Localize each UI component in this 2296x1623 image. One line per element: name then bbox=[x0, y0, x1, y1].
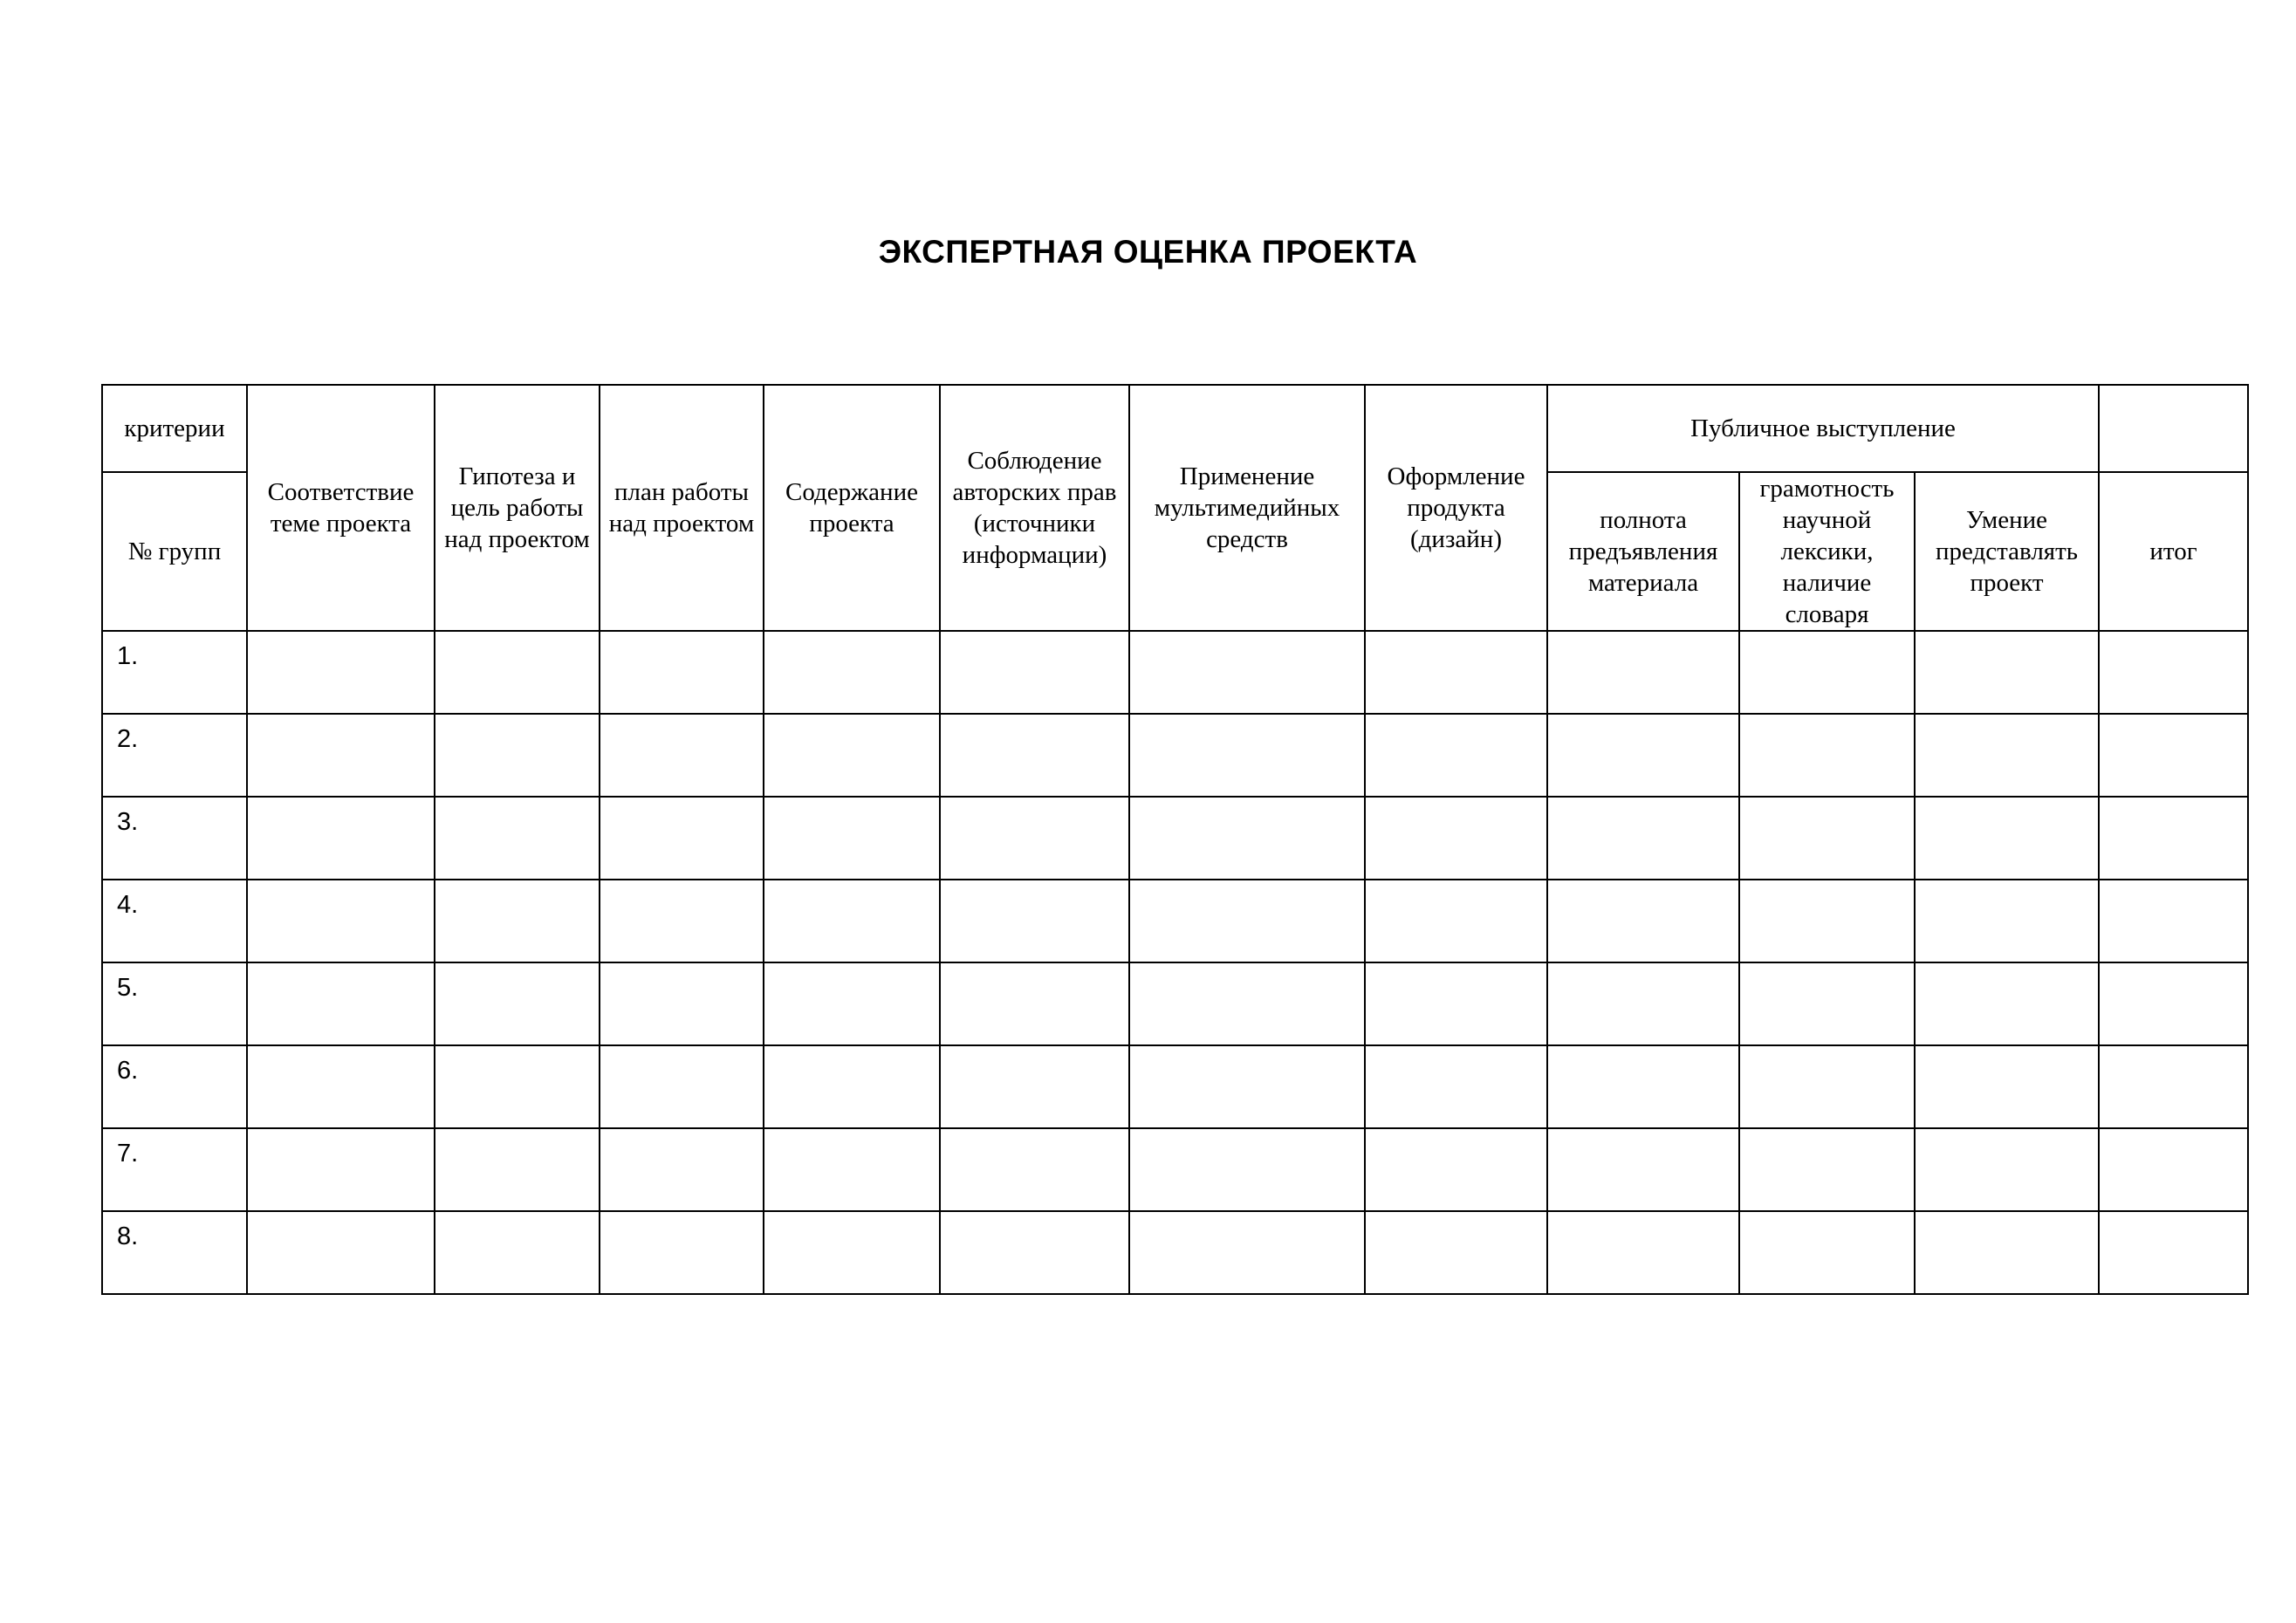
criteria-header-cell bbox=[102, 385, 247, 472]
group-number-cell: 6. bbox=[102, 1045, 247, 1128]
score-cell-design[interactable] bbox=[1365, 714, 1547, 797]
score-cell-design[interactable] bbox=[1365, 880, 1547, 962]
group-number-cell: 5. bbox=[102, 962, 247, 1045]
group-number-cell: 8. bbox=[102, 1211, 247, 1294]
score-cell-multimedia[interactable] bbox=[1129, 880, 1365, 962]
score-cell-relevance[interactable] bbox=[247, 880, 435, 962]
score-cell-completeness[interactable] bbox=[1547, 880, 1739, 962]
score-cell-literacy[interactable] bbox=[1739, 631, 1915, 714]
expert-evaluation-table bbox=[101, 384, 2249, 1295]
group-number-cell: 1. bbox=[102, 631, 247, 714]
score-cell-plan[interactable] bbox=[600, 1211, 764, 1294]
relevance-header-cell bbox=[247, 385, 435, 631]
score-cell-literacy[interactable] bbox=[1739, 1128, 1915, 1211]
copyright-header-cell bbox=[940, 385, 1129, 631]
score-cell-design[interactable] bbox=[1365, 1211, 1547, 1294]
completeness-label: полнота предъявления материала bbox=[1568, 506, 1718, 597]
score-cell-content[interactable] bbox=[764, 880, 940, 962]
table-row bbox=[102, 962, 2248, 1045]
score-cell-multimedia[interactable] bbox=[1129, 631, 1365, 714]
score-cell-total[interactable] bbox=[2099, 1128, 2248, 1211]
score-cell-plan[interactable] bbox=[600, 880, 764, 962]
score-cell-copyright[interactable] bbox=[940, 880, 1129, 962]
score-cell-presenting[interactable] bbox=[1915, 797, 2099, 880]
group-number-cell: 4. bbox=[102, 880, 247, 962]
literacy-label: грамотность научной лексики, наличие словаря bbox=[1759, 475, 1895, 628]
score-cell-completeness[interactable] bbox=[1547, 962, 1739, 1045]
presenting-label: Умение представлять проект bbox=[1935, 506, 2079, 597]
score-cell-total[interactable] bbox=[2099, 962, 2248, 1045]
score-cell-total[interactable] bbox=[2099, 797, 2248, 880]
score-cell-literacy[interactable] bbox=[1739, 1211, 1915, 1294]
score-cell-plan[interactable] bbox=[600, 714, 764, 797]
score-cell-multimedia[interactable] bbox=[1129, 797, 1365, 880]
plan-header-cell bbox=[600, 385, 764, 631]
content-label: Содержание проекта bbox=[785, 478, 918, 538]
header-row-top bbox=[102, 385, 2248, 472]
score-cell-content[interactable] bbox=[764, 962, 940, 1045]
score-cell-relevance[interactable] bbox=[247, 962, 435, 1045]
score-cell-plan[interactable] bbox=[600, 1045, 764, 1128]
table-row bbox=[102, 631, 2248, 714]
score-cell-multimedia[interactable] bbox=[1129, 1211, 1365, 1294]
score-cell-multimedia[interactable] bbox=[1129, 1045, 1365, 1128]
table-row bbox=[102, 1045, 2248, 1128]
score-cell-design[interactable] bbox=[1365, 631, 1547, 714]
score-cell-design[interactable] bbox=[1365, 797, 1547, 880]
presenting-header-cell bbox=[1915, 472, 2099, 631]
score-cell-hypothesis[interactable] bbox=[435, 1211, 600, 1294]
group-number-cell: 7. bbox=[102, 1128, 247, 1211]
completeness-header-cell bbox=[1547, 472, 1739, 631]
score-cell-literacy[interactable] bbox=[1739, 797, 1915, 880]
score-cell-hypothesis[interactable] bbox=[435, 797, 600, 880]
total-label: итог bbox=[2149, 538, 2197, 565]
score-cell-literacy[interactable] bbox=[1739, 714, 1915, 797]
score-cell-content[interactable] bbox=[764, 631, 940, 714]
document-title: ЭКСПЕРТНАЯ ОЦЕНКА ПРОЕКТА bbox=[878, 234, 1418, 270]
table-row bbox=[102, 1128, 2248, 1211]
score-cell-total[interactable] bbox=[2099, 631, 2248, 714]
score-cell-total[interactable] bbox=[2099, 714, 2248, 797]
hypothesis-header-cell bbox=[435, 385, 600, 631]
design-header-cell bbox=[1365, 385, 1547, 631]
score-cell-relevance[interactable] bbox=[247, 797, 435, 880]
score-cell-copyright[interactable] bbox=[940, 714, 1129, 797]
score-cell-content[interactable] bbox=[764, 1128, 940, 1211]
score-cell-copyright[interactable] bbox=[940, 962, 1129, 1045]
score-cell-total[interactable] bbox=[2099, 1045, 2248, 1128]
relevance-label: Соответствие теме проекта bbox=[267, 478, 415, 538]
score-cell-copyright[interactable] bbox=[940, 631, 1129, 714]
score-cell-hypothesis[interactable] bbox=[435, 1128, 600, 1211]
content-header-cell bbox=[764, 385, 940, 631]
score-cell-presenting[interactable] bbox=[1915, 962, 2099, 1045]
table-row bbox=[102, 1211, 2248, 1294]
score-cell-relevance[interactable] bbox=[247, 1128, 435, 1211]
score-cell-completeness[interactable] bbox=[1547, 1128, 1739, 1211]
score-cell-relevance[interactable] bbox=[247, 714, 435, 797]
score-cell-presenting[interactable] bbox=[1915, 1045, 2099, 1128]
groups-header-cell bbox=[102, 472, 247, 631]
score-cell-content[interactable] bbox=[764, 1211, 940, 1294]
score-cell-copyright[interactable] bbox=[940, 1128, 1129, 1211]
score-cell-relevance[interactable] bbox=[247, 1211, 435, 1294]
score-cell-copyright[interactable] bbox=[940, 797, 1129, 880]
table-row bbox=[102, 880, 2248, 962]
table-row bbox=[102, 797, 2248, 880]
score-cell-hypothesis[interactable] bbox=[435, 714, 600, 797]
score-cell-total[interactable] bbox=[2099, 880, 2248, 962]
score-cell-hypothesis[interactable] bbox=[435, 631, 600, 714]
score-cell-completeness[interactable] bbox=[1547, 1211, 1739, 1294]
score-cell-completeness[interactable] bbox=[1547, 631, 1739, 714]
hypothesis-label: Гипотеза и цель работы над проектом bbox=[444, 462, 590, 553]
score-cell-presenting[interactable] bbox=[1915, 1211, 2099, 1294]
score-cell-content[interactable] bbox=[764, 1045, 940, 1128]
score-cell-relevance[interactable] bbox=[247, 631, 435, 714]
score-cell-plan[interactable] bbox=[600, 631, 764, 714]
score-cell-completeness[interactable] bbox=[1547, 714, 1739, 797]
score-cell-completeness[interactable] bbox=[1547, 1045, 1739, 1128]
public-speech-label: Публичное выступление bbox=[1690, 414, 1956, 442]
score-cell-content[interactable] bbox=[764, 714, 940, 797]
total-header-top-cell bbox=[2099, 385, 2248, 472]
score-cell-literacy[interactable] bbox=[1739, 962, 1915, 1045]
score-cell-hypothesis[interactable] bbox=[435, 1045, 600, 1128]
score-cell-literacy[interactable] bbox=[1739, 1045, 1915, 1128]
public-speech-header-cell bbox=[1547, 385, 2099, 472]
score-cell-plan[interactable] bbox=[600, 962, 764, 1045]
score-cell-copyright[interactable] bbox=[940, 1045, 1129, 1128]
score-cell-design[interactable] bbox=[1365, 1045, 1547, 1128]
score-cell-copyright[interactable] bbox=[940, 1211, 1129, 1294]
multimedia-header-cell bbox=[1129, 385, 1365, 631]
plan-label: план работы над проектом bbox=[608, 478, 755, 538]
score-cell-design[interactable] bbox=[1365, 1128, 1547, 1211]
score-cell-plan[interactable] bbox=[600, 797, 764, 880]
score-cell-presenting[interactable] bbox=[1915, 880, 2099, 962]
literacy-header-cell bbox=[1739, 472, 1915, 631]
group-number-cell: 2. bbox=[102, 714, 247, 797]
score-cell-presenting[interactable] bbox=[1915, 1128, 2099, 1211]
score-cell-multimedia[interactable] bbox=[1129, 962, 1365, 1045]
score-cell-total[interactable] bbox=[2099, 1211, 2248, 1294]
criteria-label: критерии bbox=[124, 414, 225, 442]
total-header-cell bbox=[2099, 472, 2248, 631]
design-label: Оформление продукта (дизайн) bbox=[1387, 462, 1525, 553]
score-cell-hypothesis[interactable] bbox=[435, 962, 600, 1045]
score-cell-multimedia[interactable] bbox=[1129, 714, 1365, 797]
score-cell-presenting[interactable] bbox=[1915, 631, 2099, 714]
score-cell-hypothesis[interactable] bbox=[435, 880, 600, 962]
table-row bbox=[102, 714, 2248, 797]
score-cell-relevance[interactable] bbox=[247, 1045, 435, 1128]
score-cell-completeness[interactable] bbox=[1547, 797, 1739, 880]
copyright-label: Соблюдение авторских прав (источники информации) bbox=[952, 447, 1117, 569]
group-number-cell: 3. bbox=[102, 797, 247, 880]
score-cell-plan[interactable] bbox=[600, 1128, 764, 1211]
groups-label: № групп bbox=[127, 538, 222, 565]
score-cell-presenting[interactable] bbox=[1915, 714, 2099, 797]
score-cell-multimedia[interactable] bbox=[1129, 1128, 1365, 1211]
score-cell-design[interactable] bbox=[1365, 962, 1547, 1045]
multimedia-label: Применение мультимедийных средств bbox=[1154, 462, 1340, 553]
score-cell-literacy[interactable] bbox=[1739, 880, 1915, 962]
score-cell-content[interactable] bbox=[764, 797, 940, 880]
